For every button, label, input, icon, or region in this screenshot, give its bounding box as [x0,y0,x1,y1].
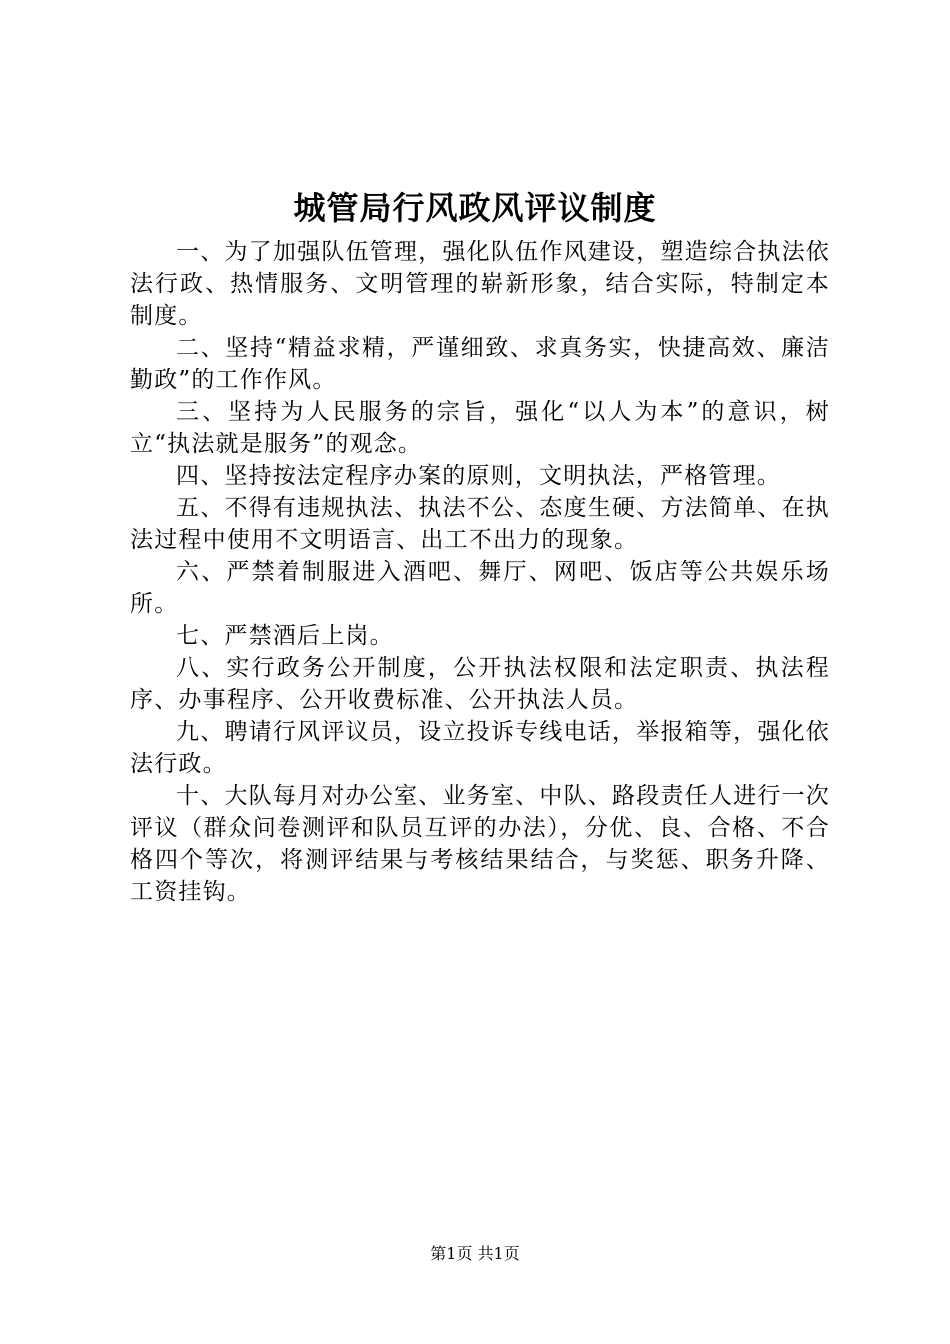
document-title: 城管局行风政风评议制度 [293,189,657,227]
paragraph-3: 三、坚持为人民服务的宗旨，强化“以人为本”的意识，树立“执法就是服务”的观念。 [130,399,830,457]
paragraph-9: 九、聘请行风评议员，设立投诉专线电话，举报箱等，强化依法行政。 [130,719,830,777]
paragraph-10: 十、大队每月对办公室、业务室、中队、路段责任人进行一次评议（群众问卷测评和队员互评的办法），分优、良、合格、不合格四个等次，将测评结果与考核结果结合，与奖惩、职务升降、工资挂钩。 [130,783,830,905]
paragraph-1: 一、为了加强队伍管理，强化队伍作风建设，塑造综合执法依法行政、热情服务、文明管理的崭新形象，结合实际，特制定本制度。 [130,239,830,329]
page-footer: 第1页 共1页 [430,1244,520,1263]
document-body [130,236,830,908]
paragraph-2: 二、坚持“精益求精，严谨细致、求真务实，快捷高效、廉洁勤政”的工作作风。 [130,335,830,393]
paragraph-8: 八、实行政务公开制度，公开执法权限和法定职责、执法程序、办事程序、公开收费标准、公开执法人员。 [130,655,830,713]
paragraph-7: 七、严禁酒后上岗。 [176,623,394,649]
paragraph-5: 五、不得有违规执法、执法不公、态度生硬、方法简单、在执法过程中使用不文明语言、出工不出力的现象。 [130,495,830,553]
paragraph-6: 六、严禁着制服进入酒吧、舞厅、网吧、饭店等公共娱乐场所。 [130,559,830,617]
paragraph-4: 四、坚持按法定程序办案的原则，文明执法，严格管理。 [176,463,781,489]
